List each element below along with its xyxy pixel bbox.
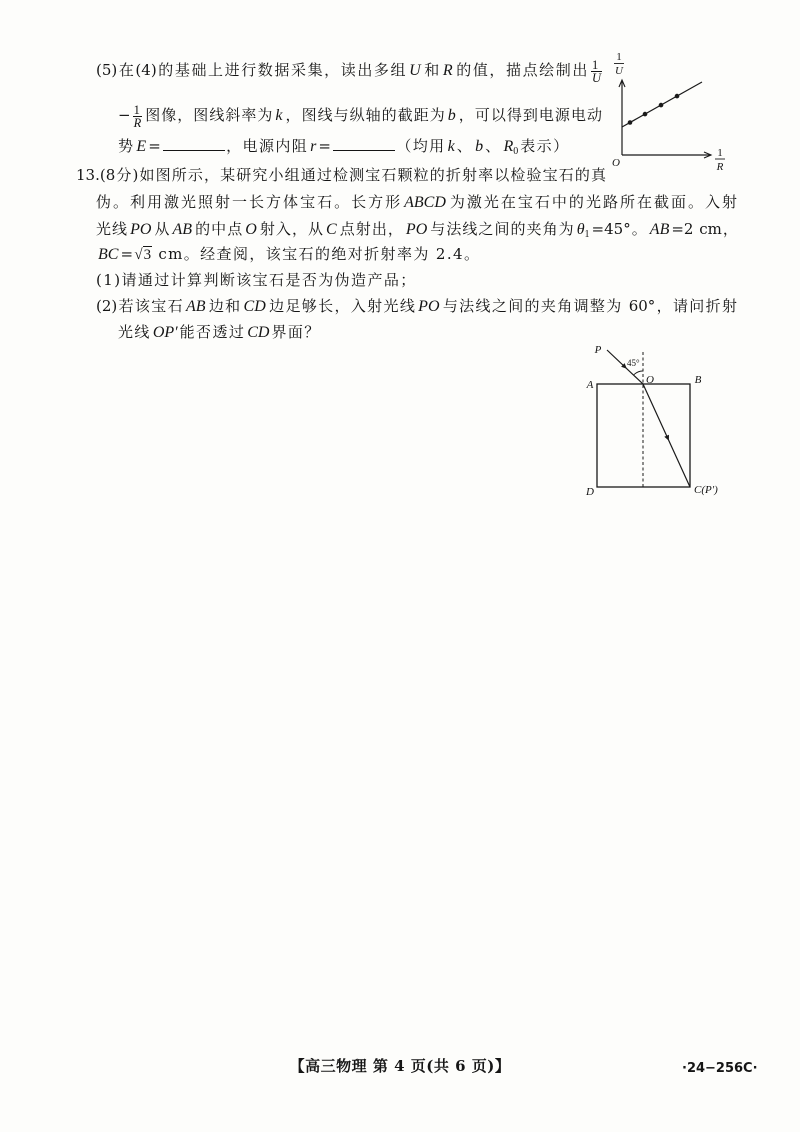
text-run: (5)在(4)的基础上进行数据采集，读出多组: [96, 61, 408, 79]
text-run: =2 cm，: [671, 220, 738, 238]
math-variable: CD: [243, 298, 266, 315]
answer-blank: [333, 136, 395, 151]
vertex-d-label: D: [586, 486, 594, 498]
data-point: [628, 120, 633, 125]
math-variable: r: [310, 138, 317, 155]
angle-arc: [634, 371, 643, 375]
text-run: 能否透过: [179, 323, 246, 341]
text-run: 点射出，: [338, 220, 404, 238]
refracted-ray-op-prime: [643, 384, 690, 487]
text-run: 伪。利用激光照射一长方体宝石。长方形: [96, 193, 403, 211]
text-run: 13.(8分)如图所示，某研究小组通过检测宝石颗粒的折射率以检验宝石的真: [76, 166, 606, 184]
text-run: 光线: [96, 220, 129, 238]
text-run: 图像，图线斜率为: [144, 106, 274, 124]
text-run: ，可以得到电源电动: [457, 106, 602, 124]
fraction: [133, 104, 143, 129]
math-variable: ABCD: [404, 194, 446, 211]
y-axis-label-numerator: 1: [616, 51, 622, 63]
math-variable: O: [245, 221, 257, 238]
data-point: [659, 103, 664, 108]
x-axis-label-numerator: 1: [717, 147, 723, 159]
text-run: 的中点: [194, 220, 244, 238]
text-run: 与法线之间的夹角调整为 60°，请问折射: [441, 297, 737, 315]
text-run: cm。经查阅，该宝石的绝对折射率为 2.4。: [152, 245, 481, 263]
math-variable: U: [409, 62, 421, 79]
subscript: 0: [513, 146, 519, 157]
math-variable: PO: [418, 298, 440, 315]
vertex-a-label: A: [586, 379, 594, 391]
text-run: 与法线之间的夹角为: [429, 220, 575, 238]
subscript: 1: [584, 229, 590, 240]
text-run: 从: [153, 220, 171, 238]
q13-stem-line-1: [76, 164, 606, 186]
point-o-label: O: [646, 374, 654, 386]
text-run: 、: [485, 137, 502, 155]
q5-line-3: [118, 135, 569, 157]
text-run: =45°。: [591, 220, 648, 238]
math-variable: R: [442, 62, 453, 79]
text-run: 和: [422, 61, 441, 79]
math-variable: $R_0$: [503, 138, 519, 157]
fraction-numerator: 1: [133, 102, 140, 117]
angle-label: 45°: [627, 358, 640, 368]
text-run: 的值，描点绘制出: [454, 61, 589, 79]
math-variable: $\theta_1$: [576, 221, 590, 240]
answer-blank: [163, 136, 225, 151]
point-p-label: P: [594, 344, 602, 356]
math-variable: AB: [649, 221, 670, 238]
text-run: ，电源内阻: [226, 137, 309, 155]
math-variable: AB: [185, 298, 206, 315]
text-run: =: [148, 137, 163, 155]
math-variable: BC: [98, 246, 119, 263]
fraction-denominator: U: [591, 70, 601, 85]
data-point: [643, 112, 648, 117]
text-run: 、: [456, 137, 474, 155]
q5-line-2: [118, 102, 602, 130]
text-run: (2)若该宝石: [96, 297, 184, 315]
math-variable: E: [136, 138, 147, 155]
y-axis-label-denominator: U: [615, 65, 623, 77]
square-root: [134, 246, 152, 263]
math-variable: OP′: [152, 324, 178, 341]
text-run: 射入，从: [258, 220, 325, 238]
data-point: [675, 94, 680, 99]
q5-line-1: [96, 57, 604, 85]
q13-stem-line-3: [96, 218, 738, 240]
math-variable: b: [447, 107, 456, 124]
math-variable: AB: [172, 221, 193, 238]
text-run: (1)请通过计算判断该宝石是否为伪造产品；: [96, 271, 417, 289]
text-run: −: [118, 106, 131, 124]
text-run: 界面？: [271, 323, 321, 341]
vertex-b-label: B: [694, 374, 702, 386]
gem-light-path-diagram: [580, 338, 740, 500]
math-variable: CD: [247, 324, 270, 341]
radical-sign: √: [134, 247, 143, 263]
text-run: 边和: [207, 297, 242, 315]
text-run: 势: [118, 137, 135, 155]
math-variable: PO: [130, 221, 152, 238]
math-variable: k: [447, 138, 455, 155]
q13-stem-line-2: [96, 191, 737, 213]
text-run: ，图线与纵轴的截距为: [284, 106, 446, 124]
fraction-denominator: R: [133, 115, 142, 130]
vertex-c-label: C(P′): [694, 484, 718, 496]
inverse-u-vs-inverse-r-graph: [600, 44, 730, 178]
page-footer-info: 【高三物理 第 4 页(共 6 页)】: [289, 1057, 511, 1075]
text-run: 表示）: [520, 137, 570, 155]
origin-label: O: [612, 157, 620, 169]
text-run: =: [120, 245, 135, 263]
radicand: 3: [143, 247, 152, 263]
text-run: =: [318, 137, 333, 155]
text-run: 为激光在宝石中的光路所在截面。入射: [447, 193, 737, 211]
math-variable: C: [326, 221, 337, 238]
fraction-numerator: 1: [591, 57, 599, 72]
math-variable: k: [275, 107, 283, 124]
text-run: （均用: [396, 137, 446, 155]
text-run: 边足够长，入射光线: [267, 297, 417, 315]
paper-code: ·24−256C·: [682, 1061, 758, 1076]
math-variable: PO: [405, 221, 428, 238]
text-run: 光线: [118, 323, 151, 341]
q13-sub-question-1: [96, 269, 417, 291]
q13-stem-line-4: [96, 243, 480, 265]
x-axis-label-denominator: R: [716, 161, 724, 173]
q13-sub-question-2-line-1: [96, 295, 737, 317]
math-variable: b: [475, 138, 484, 155]
q13-sub-question-2-line-2: [118, 321, 321, 343]
